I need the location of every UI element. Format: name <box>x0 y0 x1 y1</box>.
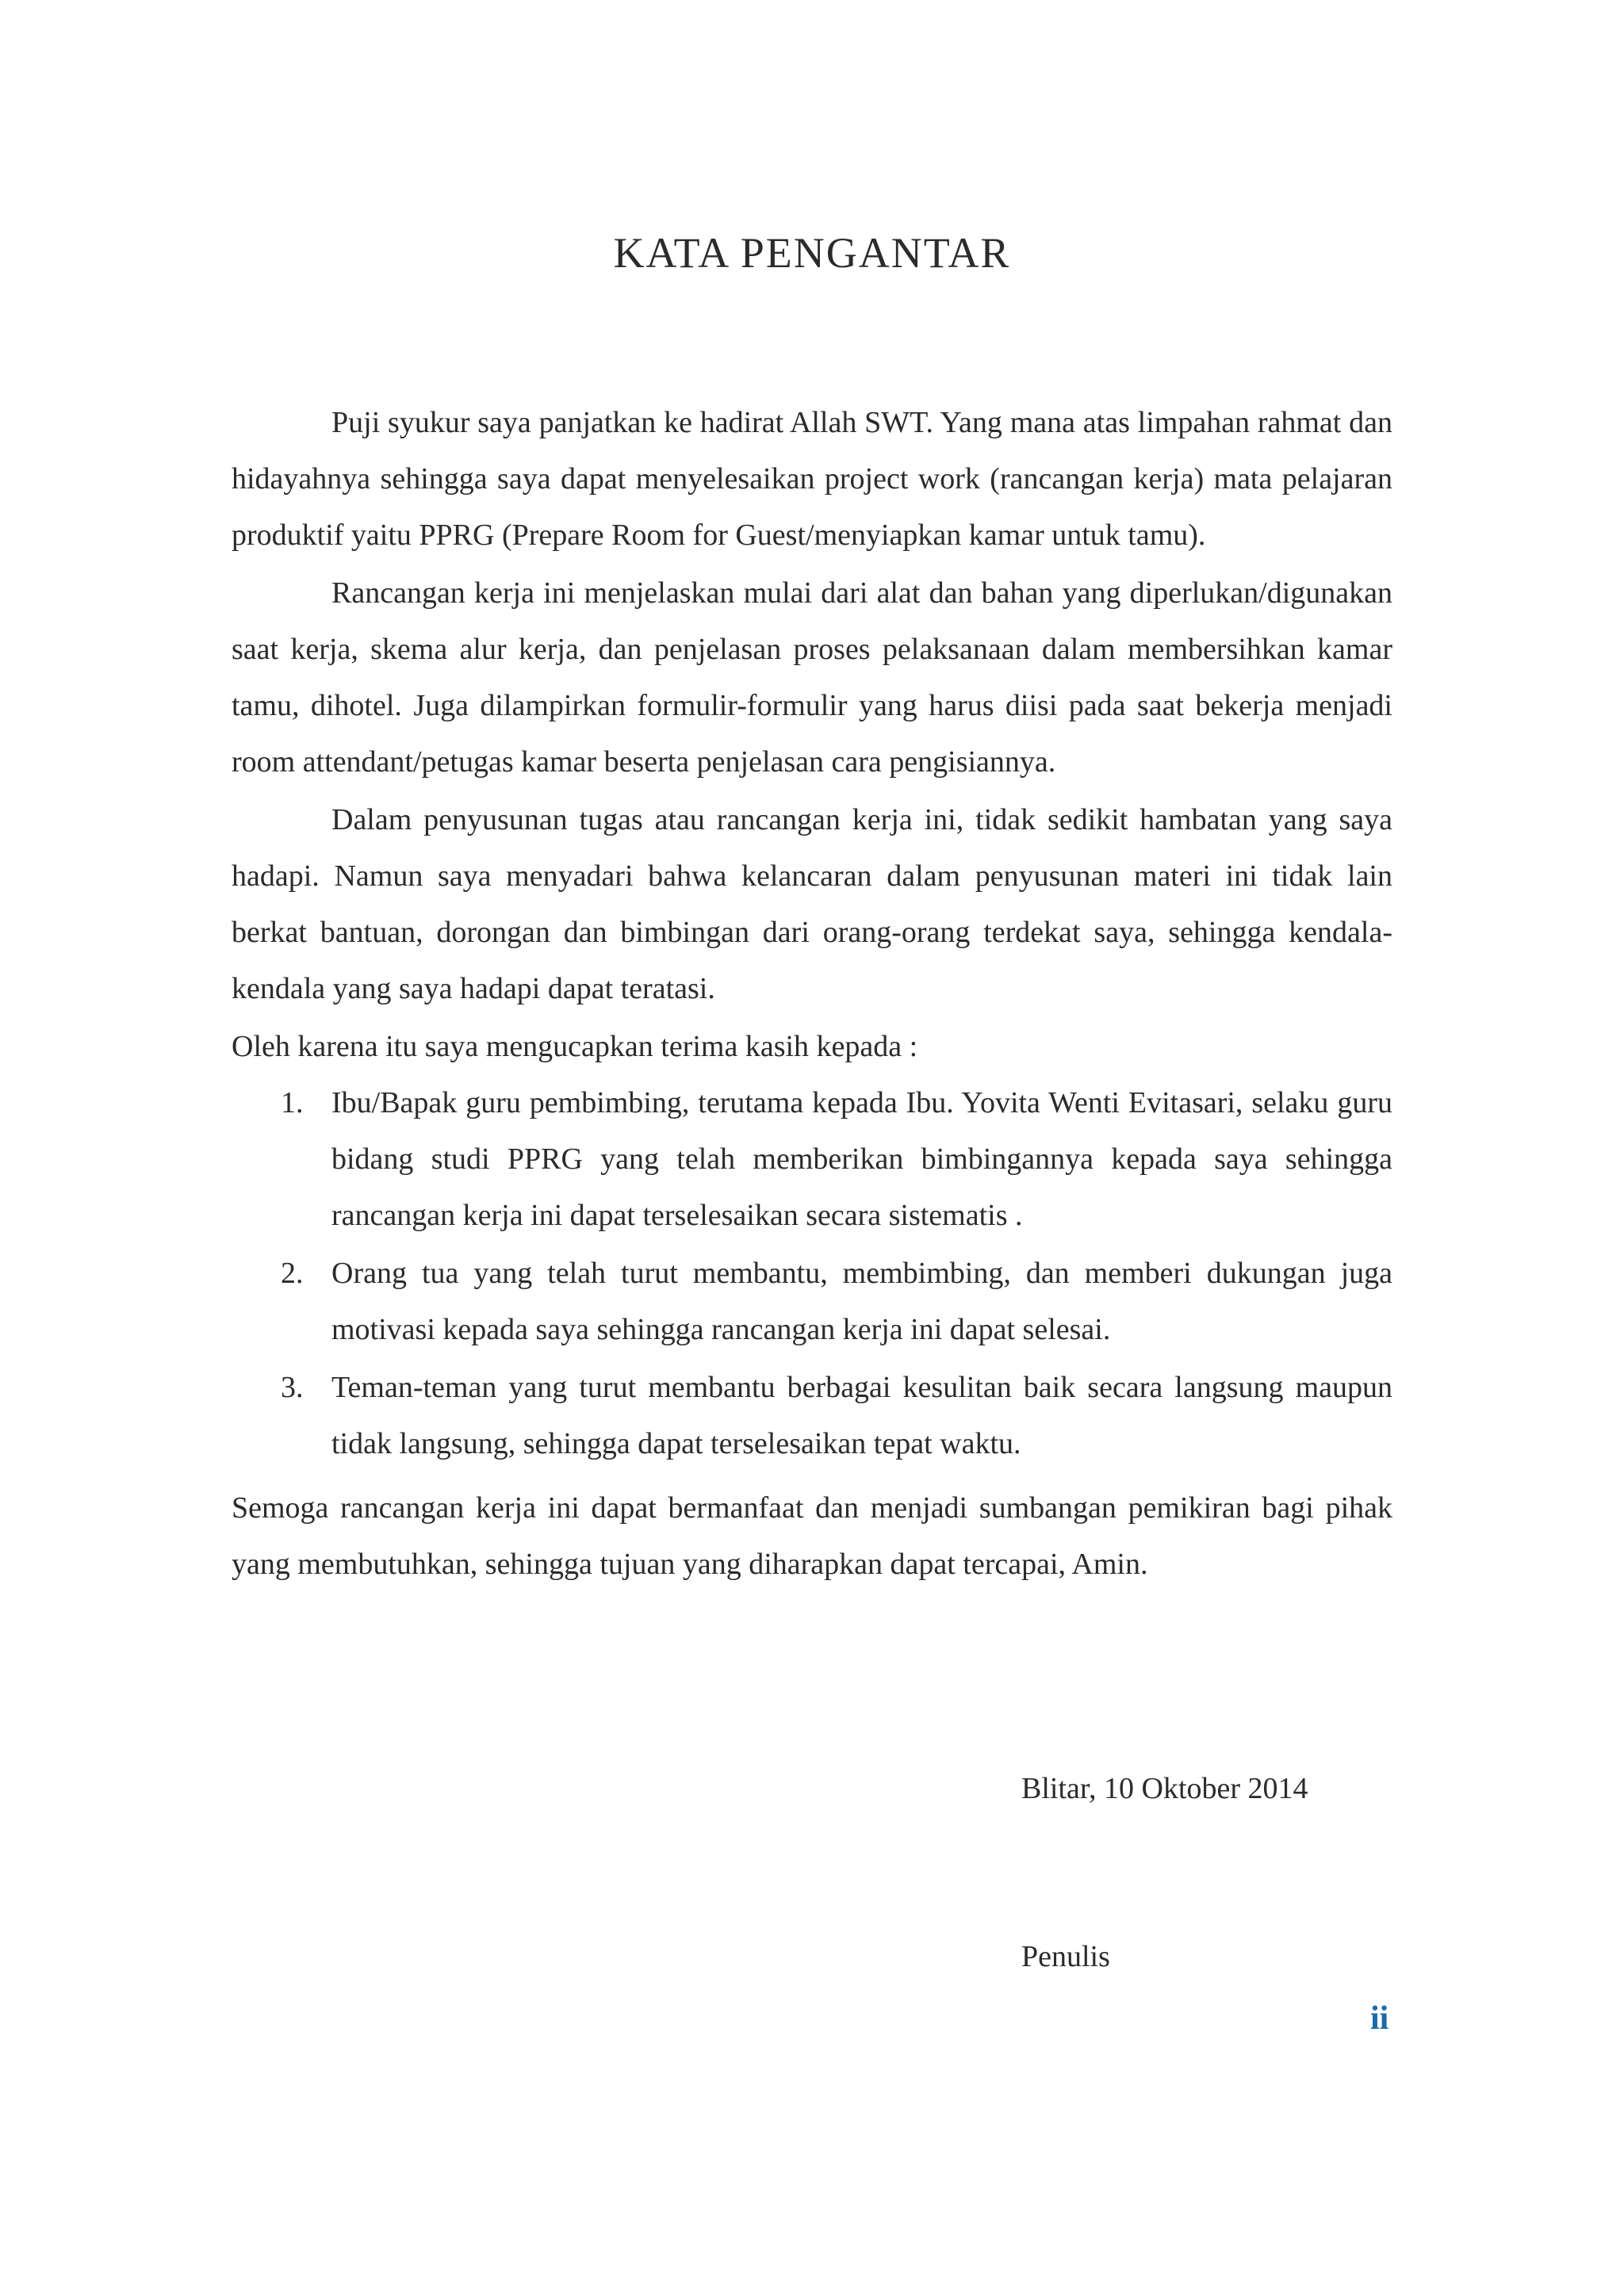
signature-place-date: Blitar, 10 Oktober 2014 <box>1021 1772 1308 1805</box>
page-title: KATA PENGANTAR <box>613 229 1011 277</box>
list-item-number: 1. <box>281 1086 304 1119</box>
list-item-number: 3. <box>281 1371 304 1404</box>
paragraph-challenges: Dalam penyusunan tugas atau rancangan kerja ini, tidak sedikit hambatan yang saya hadapi. Namun saya menyadari bahwa kelancaran dalam penyusunan materi ini tidak lain berkat bantuan, dorongan dan bimbingan dari orang-orang terdekat saya, sehingga kendala-kendala yang saya hadapi dapat teratasi. <box>232 803 1392 1005</box>
paragraph-intro: Puji syukur saya panjatkan ke hadirat Allah SWT. Yang mana atas limpahan rahmat dan hidayahnya sehingga saya dapat menyelesaikan project work (rancangan kerja) mata pelajaran produktif yaitu PPRG (Prepare Room for Guest/menyiapkan kamar untuk tamu). <box>232 406 1392 552</box>
list-item-text: Teman-teman yang turut membantu berbagai kesulitan baik secara langsung maupun tidak langsung, sehingga dapat terselesaikan tepat waktu. <box>331 1371 1392 1460</box>
list-item-number: 2. <box>281 1257 304 1290</box>
list-item <box>232 1246 1392 1358</box>
paragraph-scope: Rancangan kerja ini menjelaskan mulai dari alat dan bahan yang diperlukan/digunakan saat kerja, skema alur kerja, dan penjelasan proses pelaksanaan dalam membersihkan kamar tamu, dihotel. Juga dilampirkan formulir-formulir yang harus diisi pada saat bekerja menjadi room attendant/petugas kamar beserta penjelasan cara pengisiannya. <box>232 576 1392 779</box>
list-item <box>232 1360 1392 1472</box>
signature-author: Penulis <box>1021 1940 1110 1973</box>
thanks-intro: Oleh karena itu saya mengucapkan terima kasih kepada : <box>232 1030 918 1063</box>
thanks-list <box>232 1075 1392 1472</box>
list-item-text: Orang tua yang telah turut membantu, membimbing, dan memberi dukungan juga motivasi kepada saya sehingga rancangan kerja ini dapat selesai. <box>331 1257 1392 1346</box>
list-item-text: Ibu/Bapak guru pembimbing, terutama kepada Ibu. Yovita Wenti Evitasari, selaku guru bidang studi PPRG yang telah memberikan bimbingannya kepada saya sehingga rancangan kerja ini dapat terselesaikan secara sistematis . <box>331 1086 1392 1232</box>
page-number: ii <box>1370 2000 1389 2037</box>
closing-paragraph: Semoga rancangan kerja ini dapat bermanfaat dan menjadi sumbangan pemikiran bagi pihak yang membutuhkan, sehingga tujuan yang diharapkan dapat tercapai, Amin. <box>232 1491 1392 1581</box>
document-body <box>232 395 1392 1623</box>
list-item <box>232 1075 1392 1244</box>
